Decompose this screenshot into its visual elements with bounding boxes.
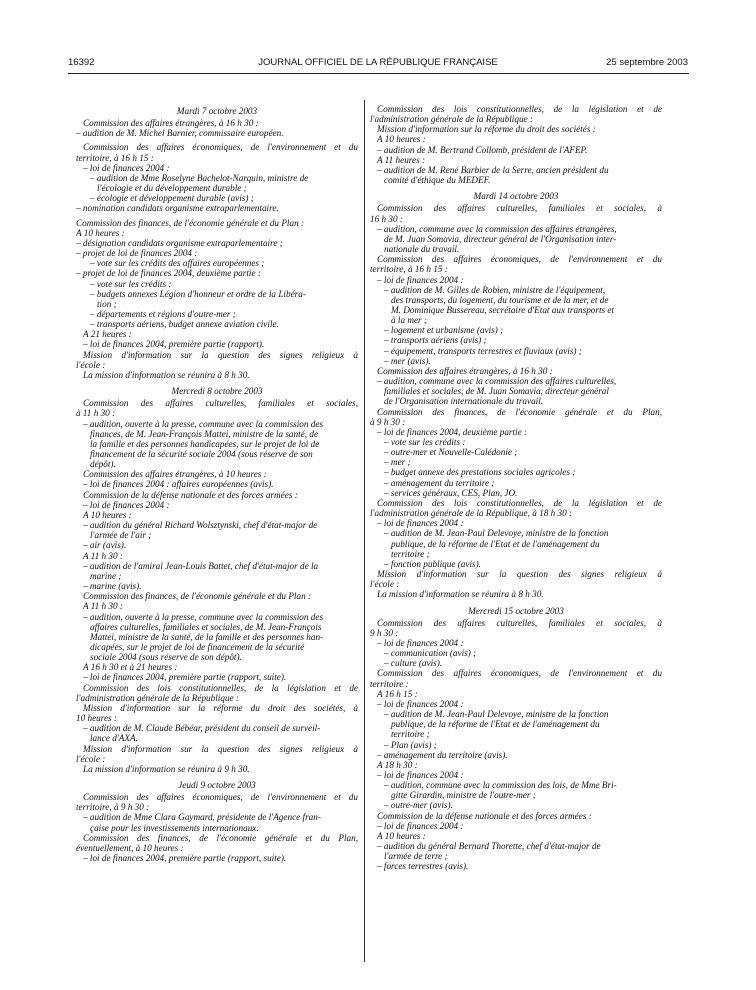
text-line: – audition, commune avec la commission des lois, de Mme Bri-	[384, 780, 617, 791]
text-line: – loi de finances 2004 :	[377, 820, 464, 831]
text-line: Commission des lois constitutionnelles, de la législation et de	[377, 497, 662, 508]
spacer	[370, 600, 662, 604]
text-line: Mattei, ministre de la santé, de la famille et des personnes han-	[90, 631, 324, 642]
text-line: l'école :	[370, 579, 400, 590]
text-line: dicapées, sur le projet de loi de financement de la sécurité	[90, 641, 305, 652]
text-line: – audition de Mme Clara Gaymard, présidente de l'Agence fran-	[83, 812, 321, 823]
text-line: – loi de finances 2004 :	[377, 518, 464, 529]
text-line: – audition du général Bernard Thorette, chef d'état-major de	[377, 841, 601, 852]
text-line: l'armée de l'air ;	[90, 530, 152, 541]
text-line: – air (avis).	[83, 540, 127, 551]
text-line: l'administration générale de la République :	[76, 692, 239, 703]
text-line: publique, de la réforme de l'Etat et de l'aménagement du	[391, 719, 600, 730]
text-line: 10 heures :	[76, 713, 117, 724]
text-line: Commission des finances, de l'économie générale et du Plan,	[377, 406, 662, 417]
text-line: A 10 heures :	[377, 830, 426, 841]
text-line: à 11 h 30 :	[76, 408, 116, 419]
text-line: la famille et des personnes handicapées, sur le projet de loi de	[90, 438, 320, 449]
text-line: territoire ;	[391, 729, 430, 740]
text-line: A 11 h 30 :	[83, 601, 123, 612]
column-divider	[364, 100, 365, 962]
text-line: – vote sur les crédits des affaires européennes ;	[90, 258, 265, 269]
text-line: des transports, du logement, du tourisme et de la mer, et de	[391, 294, 609, 305]
text-line: – vote sur les crédits :	[384, 437, 466, 447]
text-line: Commission des affaires étrangères, à 10 heures :	[83, 469, 267, 480]
text-line: – audition, ouverte à la presse, commune avec la commission des	[83, 611, 324, 622]
text-line: Commission des finances, de l'économie générale et du Plan :	[76, 217, 305, 228]
text-line: Commission des affaires étrangères, à 16 h 30 :	[377, 365, 553, 376]
text-line: A 10 heures :	[377, 134, 426, 145]
text-line: – audition de M. Michel Barnier, commissaire européen.	[76, 128, 284, 139]
text-line: – budget annexe des prestations sociales agricoles ;	[384, 467, 576, 478]
text-line: – audition de M. Bertrand Collomb, président de l'AFEP.	[377, 144, 588, 155]
text-line: A 11 h 30 :	[83, 550, 123, 561]
text-line: nationale du travail.	[384, 244, 460, 255]
text-line: – départements et régions d'outre-mer ;	[90, 308, 236, 319]
text-line: Commission des affaires économiques, de l'environnement et du	[377, 254, 662, 265]
text-line: tion ;	[97, 298, 117, 309]
text-line: – audition, commune avec la commission des affaires étrangères,	[377, 223, 617, 234]
session-date-heading: Mercredi 8 octobre 2003	[171, 386, 263, 397]
header-rule	[68, 73, 689, 74]
text-line: publique, de la réforme de l'Etat et de l'aménagement du	[391, 538, 600, 549]
text-line: sociale 2004 (sous réserve de son dépôt).	[90, 652, 242, 663]
text-line: Commission des affaires économiques, de l'environnement et du	[83, 792, 358, 803]
text-line: Commission des lois constitutionnelles, de la législation et de	[83, 682, 358, 693]
text-line: – loi de finances 2004, deuxième partie :	[377, 426, 528, 437]
text-line: La mission d'information se réunira à 8 h 30.	[377, 589, 544, 600]
text-line: – loi de finances 2004 :	[83, 499, 170, 510]
text-line: – logement et urbanisme (avis) ;	[384, 325, 504, 336]
text-line: territoire, à 9 h 30 :	[76, 802, 150, 813]
text-line: 16 h 30 :	[370, 213, 403, 224]
text-line: Commission des affaires culturelles, familiales et sociales, à	[377, 203, 662, 214]
spacer	[76, 380, 358, 384]
text-line: territoire, à 16 h 15 :	[370, 264, 448, 275]
text-line: – budgets annexes Légion d'honneur et ordre de la Libéra-	[90, 288, 306, 299]
text-line: – loi de finances 2004 : affaires européennes (avis).	[83, 479, 274, 490]
text-line: – désignation candidats organisme extraparlementaire ;	[76, 237, 283, 248]
text-line: Commission des finances, de l'économie générale et du Plan :	[83, 591, 312, 602]
text-line: gitte Girardin, ministre de l'outre-mer ;	[391, 790, 536, 801]
text-line: à 9 h 30 :	[370, 416, 406, 427]
text-line: – aménagement du territoire ;	[384, 477, 495, 488]
text-line: – nomination candidats organisme extraparlementaire.	[76, 203, 279, 214]
text-line: Mission d'information sur la réforme du droit des sociétés, à	[83, 702, 358, 713]
session-date-heading: Mercredi 15 octobre 2003	[468, 605, 564, 616]
right-column	[370, 104, 662, 872]
text-line: dépôt).	[90, 459, 116, 470]
text-line: l'écologie et du développement durable ;	[97, 183, 247, 194]
spacer	[370, 185, 662, 189]
text-line: l'école :	[76, 753, 106, 764]
journal-title: JOURNAL OFFICIEL DE LA RÉPUBLIQUE FRANÇAISE	[258, 57, 498, 68]
page-header	[68, 57, 688, 71]
text-line: M. Dominique Bussereau, secrétaire d'Etat aux transports et	[391, 304, 615, 315]
text-line: – audition de M. Claude Bébéar, président du conseil de surveil-	[83, 723, 321, 734]
session-date-heading: Jeudi 9 octobre 2003	[178, 780, 256, 790]
text-line: – services généraux, CES, Plan, JO.	[384, 487, 518, 498]
text-line: – audition de M. Jean-Paul Delevoye, ministre de la fonction	[384, 528, 609, 539]
text-line: – communication (avis) ;	[384, 648, 477, 659]
text-line: çaise pour les investissements internationaux.	[90, 822, 259, 833]
text-line: A 16 h 15 :	[377, 688, 418, 699]
text-line: de M. Juan Somavia, directeur général de l'Organisation inter-	[384, 233, 617, 244]
text-line: territoire, à 16 h 15 :	[76, 152, 154, 163]
session-date-heading: Mardi 7 octobre 2003	[176, 106, 258, 116]
text-line: La mission d'information se réunira à 9 h 30.	[83, 763, 250, 774]
spacer	[76, 774, 358, 778]
text-line: – transports aériens, budget annexe aviation civile.	[90, 319, 279, 330]
text-line: – loi de finances 2004 :	[377, 274, 464, 285]
page-number: 16392	[68, 57, 95, 68]
text-line: – mer (avis).	[384, 355, 431, 366]
text-line: – audition de Mme Roselyne Bachelot-Narquin, ministre de	[90, 172, 309, 183]
text-line: Commission des finances, de l'économie générale et du Plan,	[83, 832, 358, 843]
text-line: La mission d'information se réunira à 8 h 30.	[83, 369, 250, 380]
text-line: l'administration générale de la République :	[370, 114, 533, 125]
text-line: familiales et sociales, de M. Juan Somavia, directeur général	[384, 386, 609, 397]
text-line: – outre-mer et Nouvelle-Calédonie ;	[384, 447, 518, 458]
text-line: Commission de la défense nationale et des forces armées :	[83, 489, 298, 500]
text-line: Commission des lois constitutionnelles, de la législation et de	[377, 104, 662, 114]
text-line: – audition de M. René Barbier de la Serre, ancien président du	[377, 164, 609, 175]
text-line: marine ;	[90, 570, 122, 581]
text-line: – culture (avis).	[384, 658, 443, 669]
text-line: – audition de M. Gilles de Robien, ministre de l'équipement,	[384, 284, 606, 295]
text-line: – audition de l'amiral Jean-Louis Battet, chef d'état-major de la	[83, 560, 319, 571]
text-line: Commission des affaires économiques, de l'environnement et du	[377, 668, 662, 679]
text-line: de l'Organisation internationale du travail.	[384, 396, 544, 407]
text-line: finances, de M. Jean-François Mattei, ministre de la santé, de	[90, 428, 319, 439]
text-line: A 10 heures :	[83, 509, 132, 520]
text-line: A 16 h 30 et à 21 heures :	[83, 662, 178, 673]
text-line: – audition de M. Jean-Paul Delevoye, ministre de la fonction	[384, 709, 609, 720]
text-line: Mission d'information sur la question des signes religieux à	[83, 349, 358, 360]
text-line: lance d'AXA.	[90, 733, 138, 744]
text-line: – marine (avis).	[83, 581, 142, 592]
issue-date: 25 septembre 2003	[606, 57, 688, 68]
text-line: – Plan (avis) ;	[384, 739, 437, 750]
text-line: – projet de loi de finances 2004 :	[76, 248, 198, 259]
text-line: – audition, ouverte à la presse, commune avec la commission des	[83, 418, 324, 429]
text-line: financement de la sécurité sociale 2004 (sous réserve de son	[90, 449, 313, 459]
text-line: A 18 h 30 :	[377, 759, 418, 770]
text-line: l'administration générale de la République, à 18 h 30 :	[370, 508, 573, 519]
left-column	[76, 104, 358, 863]
text-line: A 11 heures :	[377, 154, 426, 165]
text-line: – vote sur les crédits :	[90, 278, 172, 289]
text-line: Commission des affaires économiques, de l'environnement et du	[83, 142, 358, 153]
text-line: – loi de finances 2004 :	[377, 770, 464, 780]
text-line: – loi de finances 2004, première partie (rapport).	[83, 339, 265, 350]
text-line: – outre-mer (avis).	[384, 800, 453, 811]
text-line: – fonction publique (avis).	[384, 558, 481, 569]
text-line: – audition, commune avec la commission des affaires culturelles,	[377, 376, 617, 387]
text-line: – loi de finances 2004, première partie (rapport, suite).	[83, 853, 287, 864]
session-date-heading: Mardi 14 octobre 2003	[473, 191, 559, 202]
text-line: comité d'éthique du MEDEF.	[384, 175, 491, 186]
text-line: territoire ;	[391, 548, 430, 559]
text-line: A 10 heures :	[76, 227, 125, 238]
text-line: territoire :	[370, 678, 409, 689]
text-line: – forces terrestres (avis).	[377, 861, 469, 872]
text-line: Mission d'information sur la réforme du droit des sociétés :	[377, 124, 596, 135]
text-line: Commission des affaires étrangères, à 16 h 30 :	[83, 118, 259, 129]
text-line: – audition du général Richard Wolsztynski, chef d'état-major de	[83, 520, 318, 531]
text-line: – projet de loi de finances 2004, deuxième partie :	[76, 268, 261, 279]
text-line: Commission de la défense nationale et des forces armées :	[377, 810, 592, 821]
text-line: éventuellement, à 10 heures :	[76, 842, 184, 853]
text-line: – mer ;	[384, 457, 411, 468]
text-line: 9 h 30 :	[370, 627, 399, 638]
text-line: – équipement, transports terrestres et fluviaux (avis) ;	[384, 345, 582, 356]
text-line: Commission des affaires culturelles, familiales et sociales,	[83, 398, 358, 409]
text-line: – écologie et développement durable (avis) ;	[90, 193, 254, 204]
text-line: A 21 heures :	[83, 329, 132, 340]
text-line: – loi de finances 2004, première partie (rapport, suite).	[83, 672, 287, 683]
text-line: l'école :	[76, 359, 106, 370]
text-line: l'armée de terre ;	[384, 851, 448, 862]
text-line: – loi de finances 2004 :	[83, 162, 170, 173]
text-line: à la mer ;	[391, 315, 427, 326]
text-line: – loi de finances 2004 :	[377, 637, 464, 648]
text-line: Mission d'information sur la question des signes religieux à	[83, 743, 358, 754]
text-line: Mission d'information sur la question des signes religieux à	[377, 569, 662, 580]
text-line: – aménagement du territoire (avis).	[377, 749, 508, 760]
text-line: – loi de finances 2004 :	[377, 698, 464, 709]
text-line: affaires culturelles, familiales et sociales, de M. Jean-François	[90, 621, 322, 632]
text-line: Commission des affaires culturelles, familiales et sociales, à	[377, 617, 662, 628]
text-line: – transports aériens (avis) ;	[384, 335, 487, 346]
